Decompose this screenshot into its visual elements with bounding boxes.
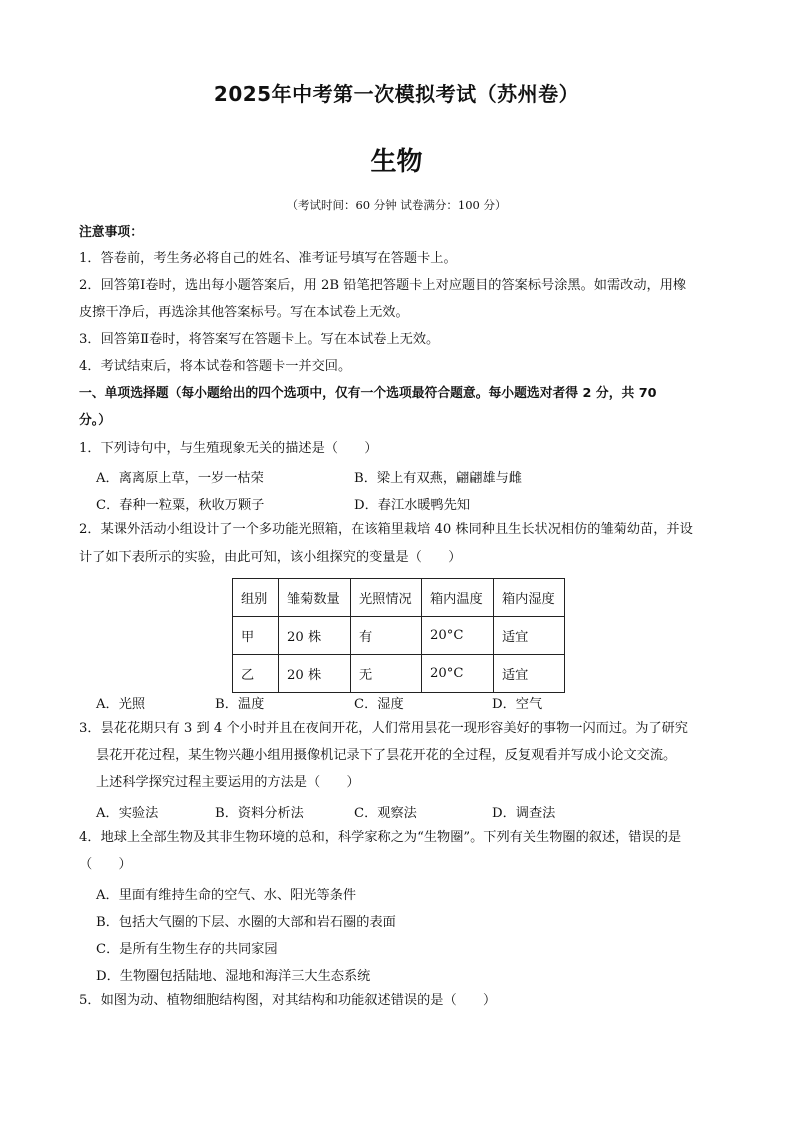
q4-option-a: A．里面有维持生命的空气、水、阳光等条件 xyxy=(96,888,357,903)
q4-option-d: D．生物圈包括陆地、湿地和海洋三大生态系统 xyxy=(96,969,371,984)
experiment-table xyxy=(232,578,565,693)
table-cell: 适宜 xyxy=(494,617,565,655)
q1-option-c: C．春种一粒粟，秋收万颗子 xyxy=(96,498,265,513)
q2-option-b: B．温度 xyxy=(215,697,265,712)
note-item: 4．考试结束后，将本试卷和答题卡一并交回。 xyxy=(79,359,352,374)
section-heading: 一、单项选择题（每小题给出的四个选项中，仅有一个选项最符合题意。每小题选对者得 2 分，共 70 xyxy=(79,386,657,401)
table-header-cell: 光照情况 xyxy=(351,579,422,617)
exam-title: 2025年中考第一次模拟考试（苏州卷） xyxy=(213,82,580,106)
q3-option-a: A．实验法 xyxy=(96,806,159,821)
table-cell: 20 株 xyxy=(279,617,351,655)
table-cell: 无 xyxy=(351,655,422,693)
table-header-cell: 箱内湿度 xyxy=(494,579,565,617)
table-cell: 甲 xyxy=(233,617,279,655)
table-cell: 20°C xyxy=(422,655,494,693)
q4-stem-cont: （ ） xyxy=(79,857,132,872)
q2-option-c: C．湿度 xyxy=(354,697,404,712)
q3-option-d: D．调查法 xyxy=(492,806,556,821)
q1-option-a: A．离离原上草，一岁一枯荣 xyxy=(96,471,264,486)
note-item: 2．回答第Ⅰ卷时，选出每小题答案后，用 2B 铅笔把答题卡上对应题目的答案标号涂黑。如需改动，用橡 xyxy=(79,278,687,293)
q2-option-d: D．空气 xyxy=(492,697,543,712)
q2-stem-cont: 计了如下表所示的实验，由此可知，该小组探究的变量是（ ） xyxy=(79,550,462,565)
table-cell: 有 xyxy=(351,617,422,655)
q3-stem: 3．昙花花期只有 3 到 4 个小时并且在夜间开花，人们常用昙花一现形容美好的事物一闪而过。为了研究 xyxy=(79,721,688,736)
q4-option-b: B．包括大气圈的下层、水圈的大部和岩石圈的表面 xyxy=(96,915,396,930)
table-row xyxy=(233,617,565,655)
note-item: 1．答卷前，考生务必将自己的姓名、准考证号填写在答题卡上。 xyxy=(79,251,457,266)
subject-title: 生物 xyxy=(370,147,423,177)
table-row xyxy=(233,655,565,693)
q3-option-b: B．资料分析法 xyxy=(215,806,304,821)
q1-stem: 1．下列诗句中，与生殖现象无关的描述是（ ） xyxy=(79,441,378,456)
table-cell: 适宜 xyxy=(494,655,565,693)
q4-stem: 4．地球上全部生物及其非生物环境的总和，科学家称之为“生物圈”。下列有关生物圈的叙述，错误的是 xyxy=(79,830,682,845)
notes-heading: 注意事项： xyxy=(79,225,143,240)
table-header-cell: 箱内温度 xyxy=(422,579,494,617)
q3-stem-cont: 上述科学探究过程主要运用的方法是（ ） xyxy=(96,775,360,790)
table-cell: 乙 xyxy=(233,655,279,693)
table-cell: 20 株 xyxy=(279,655,351,693)
q2-stem: 2．某课外活动小组设计了一个多功能光照箱，在该箱里栽培 40 株同种且生长状况相仿的雏菊幼苗，并设 xyxy=(79,522,693,537)
q1-option-b: B．梁上有双燕，翩翩雄与雌 xyxy=(354,471,522,486)
note-item: 3．回答第Ⅱ卷时，将答案写在答题卡上。写在本试卷上无效。 xyxy=(79,332,440,347)
section-heading-cont: 分。） xyxy=(79,413,111,428)
q3-option-c: C．观察法 xyxy=(354,806,417,821)
note-item: 皮擦干净后，再选涂其他答案标号。写在本试卷上无效。 xyxy=(79,305,409,320)
table-header-cell: 雏菊数量 xyxy=(279,579,351,617)
table-header-row xyxy=(233,579,565,617)
q5-stem: 5．如图为动、植物细胞结构图，对其结构和功能叙述错误的是（ ） xyxy=(79,993,497,1008)
table-header-cell: 组别 xyxy=(233,579,279,617)
q3-stem-cont: 昙花开花过程，某生物兴趣小组用摄像机记录下了昙花开花的全过程，反复观看并写成小论文交流。 xyxy=(96,748,677,763)
q2-option-a: A．光照 xyxy=(96,697,146,712)
exam-info: （考试时间：60 分钟 试卷满分：100 分） xyxy=(286,198,507,212)
table-cell: 20°C xyxy=(422,617,494,655)
q1-option-d: D．春江水暖鸭先知 xyxy=(354,498,471,513)
q4-option-c: C．是所有生物生存的共同家园 xyxy=(96,942,278,957)
